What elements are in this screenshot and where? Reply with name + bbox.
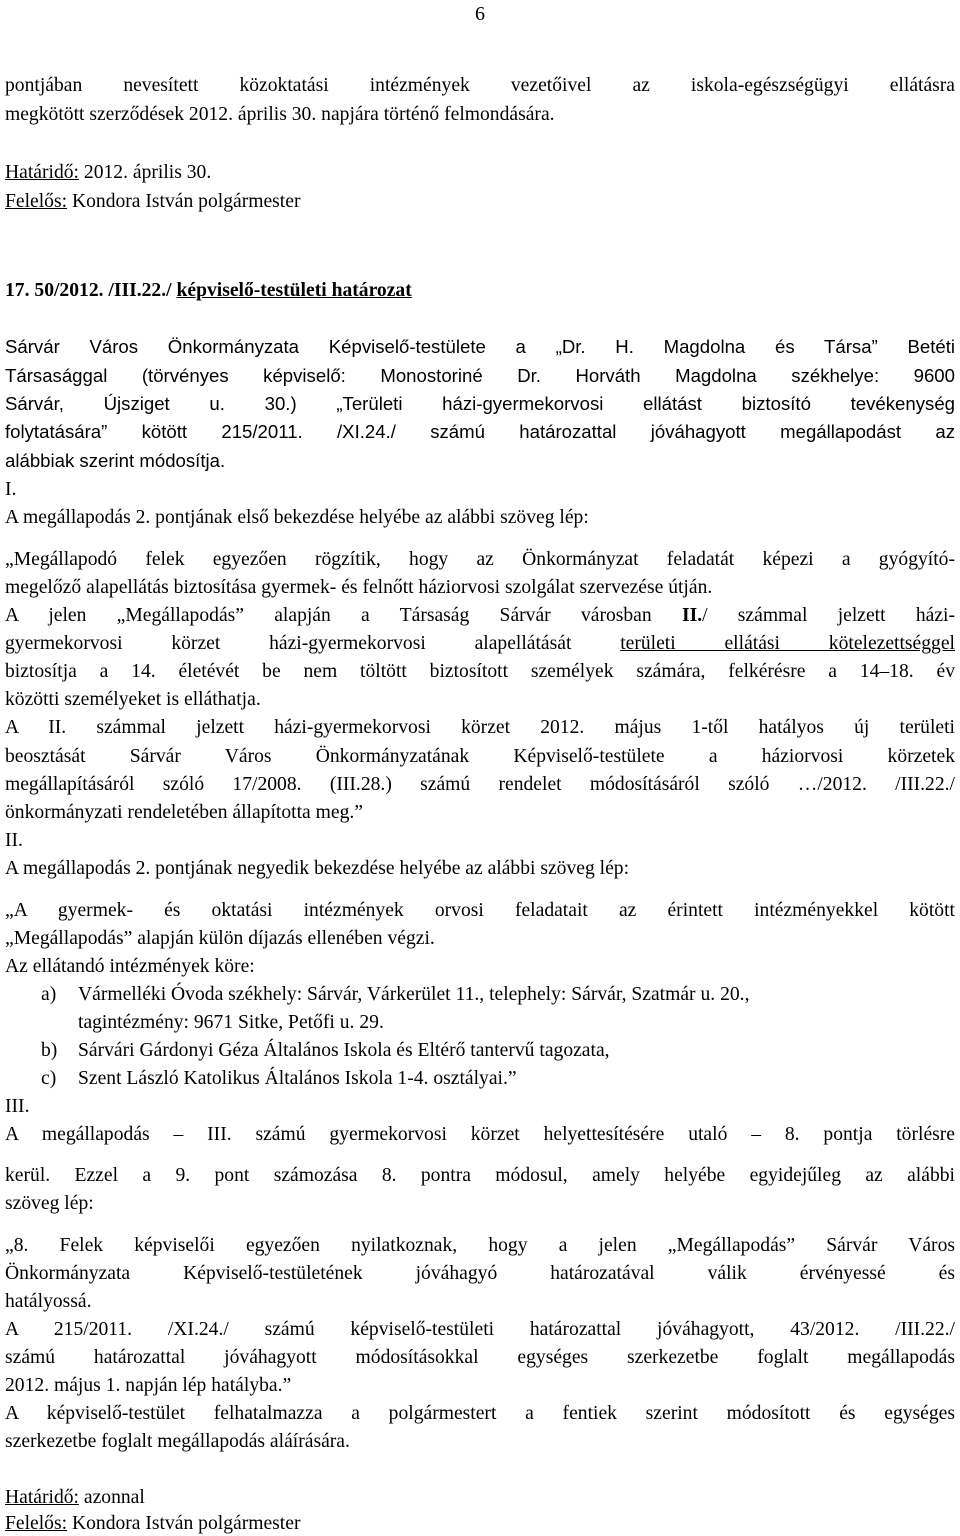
section-1-para-2a: gyermekorvosi körzet házi-gyermekorvosi alapellátását <box>5 633 621 654</box>
section-1-quote-1: „Megállapodó felek egyezően rögzítik, hogy az Önkormányzat feladatát képezi a gyógyító- <box>5 549 955 570</box>
section-3-quote-3: hatályossá. <box>5 1291 92 1312</box>
section-1-para-6: beosztását Sárvár Város Önkormányzatának Képviselő-testülete a háziorvosi körzetek <box>5 746 955 767</box>
section-1-para-2b: területi ellátási kötelezettséggel <box>620 633 955 654</box>
section-2-heading: A megállapodás 2. pontjának negyedik bekezdése helyébe az alábbi szöveg lép: <box>5 858 630 879</box>
deadline-1 <box>5 161 955 185</box>
list-item-label: c) <box>41 1068 57 1089</box>
list-item-text: Szent László Katolikus Általános Iskola 1-4. osztályai.” <box>78 1068 517 1089</box>
section-2-list-title: Az ellátandó intézmények köre: <box>5 956 255 977</box>
section-3-roman: III. <box>5 1096 30 1117</box>
section-1-para-2 <box>5 632 955 656</box>
section-1-para-1 <box>5 604 955 628</box>
responsible-2 <box>5 1512 955 1536</box>
list-item-label: a) <box>41 984 57 1005</box>
deadline-value: 2012. április 30. <box>79 162 212 183</box>
list-item-continuation: tagintézmény: 9671 Sitke, Petőfi u. 29. <box>78 1012 384 1033</box>
resolution-heading <box>5 279 955 303</box>
section-2-roman: II. <box>5 830 23 851</box>
section-1-roman: I. <box>5 479 17 500</box>
responsible-1 <box>5 190 955 214</box>
list-item <box>41 1067 955 1091</box>
responsible-value: Kondora István polgármester <box>67 1513 301 1534</box>
section-2-quote-1: „A gyermek- és oktatási intézmények orvosi feladatait az érintett intézményekkel kötött <box>5 900 955 921</box>
list-item <box>41 983 955 1007</box>
section-2-quote-2: „Megállapodás” alapján külön díjazás ellenében végzi. <box>5 928 435 949</box>
section-1-para-4: közötti személyeket is elláthatja. <box>5 689 261 710</box>
resolution-body-3: Sárvár, Újsziget u. 30.) „Területi házi-gyermekorvosi ellátást biztosító tevékenység <box>5 393 955 414</box>
section-3-para-4: A képviselő-testület felhatalmazza a polgármestert a fentiek szerint módosított és egységes <box>5 1403 955 1424</box>
resolution-body-5: alábbiak szerint módosítja. <box>5 450 226 471</box>
deadline-label: Határidő: <box>5 1487 79 1508</box>
section-1-para-8: önkormányzati rendeletében állapította meg.” <box>5 802 363 823</box>
intro-line-1: pontjában nevesített közoktatási intézmények vezetőivel az iskola-egészségügyi ellátásra <box>5 75 955 96</box>
deadline-label: Határidő: <box>5 162 79 183</box>
deadline-value: azonnal <box>79 1487 145 1508</box>
section-3-line-1: A megállapodás – III. számú gyermekorvosi körzet helyettesítésére utaló – 8. pontja törlésre <box>5 1124 955 1145</box>
section-1-heading: A megállapodás 2. pontjának első bekezdése helyébe az alábbi szöveg lép: <box>5 507 589 528</box>
responsible-value: Kondora István polgármester <box>67 191 301 212</box>
section-1-para-1c: / számmal jelzett házi- <box>702 605 955 626</box>
responsible-label: Felelős: <box>5 1513 68 1534</box>
resolution-body-1: Sárvár Város Önkormányzata Képviselő-testülete a „Dr. H. Magdolna és Társa” Betéti <box>5 336 955 357</box>
deadline-2 <box>5 1486 955 1510</box>
resolution-body-2: Társasággal (törvényes képviselő: Monostoriné Dr. Horváth Magdolna székhelye: 9600 <box>5 365 955 386</box>
list-item-text: Vármelléki Óvoda székhely: Sárvár, Várkerület 11., telephely: Sárvár, Szatmár u. 20., <box>78 984 750 1005</box>
section-3-quote-1: „8. Felek képviselői egyezően nyilatkoznak, hogy a jelen „Megállapodás” Sárvár Város <box>5 1235 955 1256</box>
responsible-label: Felelős: <box>5 191 68 212</box>
section-1-para-1b: II. <box>681 605 703 626</box>
section-1-para-7: megállapításáról szóló 17/2008. (III.28.) számú rendelet módosításáról szóló …/2012. /III.22./ <box>5 774 955 795</box>
intro-line-2: megkötött szerződések 2012. április 30. napjára történő felmondására. <box>5 104 555 125</box>
section-3-quote-2: Önkormányzata Képviselő-testületének jóváhagyó határozatával válik érvényessé és <box>5 1263 955 1284</box>
section-1-para-3: biztosítja a 14. életévét be nem töltött biztosított személyek számára, felkérésre a 14–18. év <box>5 661 955 682</box>
resolution-title: képviselő-testületi határozat <box>176 280 412 301</box>
resolution-number: 17. 50/2012. /III.22./ <box>5 280 177 301</box>
list-item-label: b) <box>41 1040 58 1061</box>
resolution-body-4: folytatására” kötött 215/2011. /XI.24./ számú határozattal jóváhagyott megállapodást az <box>5 421 955 442</box>
section-1-quote-2: megelőző alapellátás biztosítása gyermek- és felnőtt háziorvosi szolgálat szervezése útján. <box>5 577 713 598</box>
section-3-para-5: szerkezetbe foglalt megállapodás aláírására. <box>5 1431 350 1452</box>
section-3-line-2: kerül. Ezzel a 9. pont számozása 8. pontra módosul, amely helyébe egyidejűleg az alábbi <box>5 1165 955 1186</box>
section-3-para-1: A 215/2011. /XI.24./ számú képviselő-testületi határozattal jóváhagyott, 43/2012. /III.22./ <box>5 1319 955 1340</box>
section-3-para-3: 2012. május 1. napján lép hatályba.” <box>5 1375 292 1396</box>
section-1-para-5: A II. számmal jelzett házi-gyermekorvosi körzet 2012. május 1-től hatályos új területi <box>5 717 955 738</box>
list-item <box>41 1039 955 1063</box>
page-number: 6 <box>475 3 485 25</box>
section-1-para-1a: A jelen „Megállapodás” alapján a Társaság Sárvár városban <box>5 605 682 626</box>
section-3-line-3: szöveg lép: <box>5 1193 94 1214</box>
section-3-para-2: számú határozattal jóváhagyott módosításokkal egységes szerkezetbe foglalt megállapodás <box>5 1347 955 1368</box>
list-item-text: Sárvári Gárdonyi Géza Általános Iskola és Eltérő tantervű tagozata, <box>78 1040 610 1061</box>
